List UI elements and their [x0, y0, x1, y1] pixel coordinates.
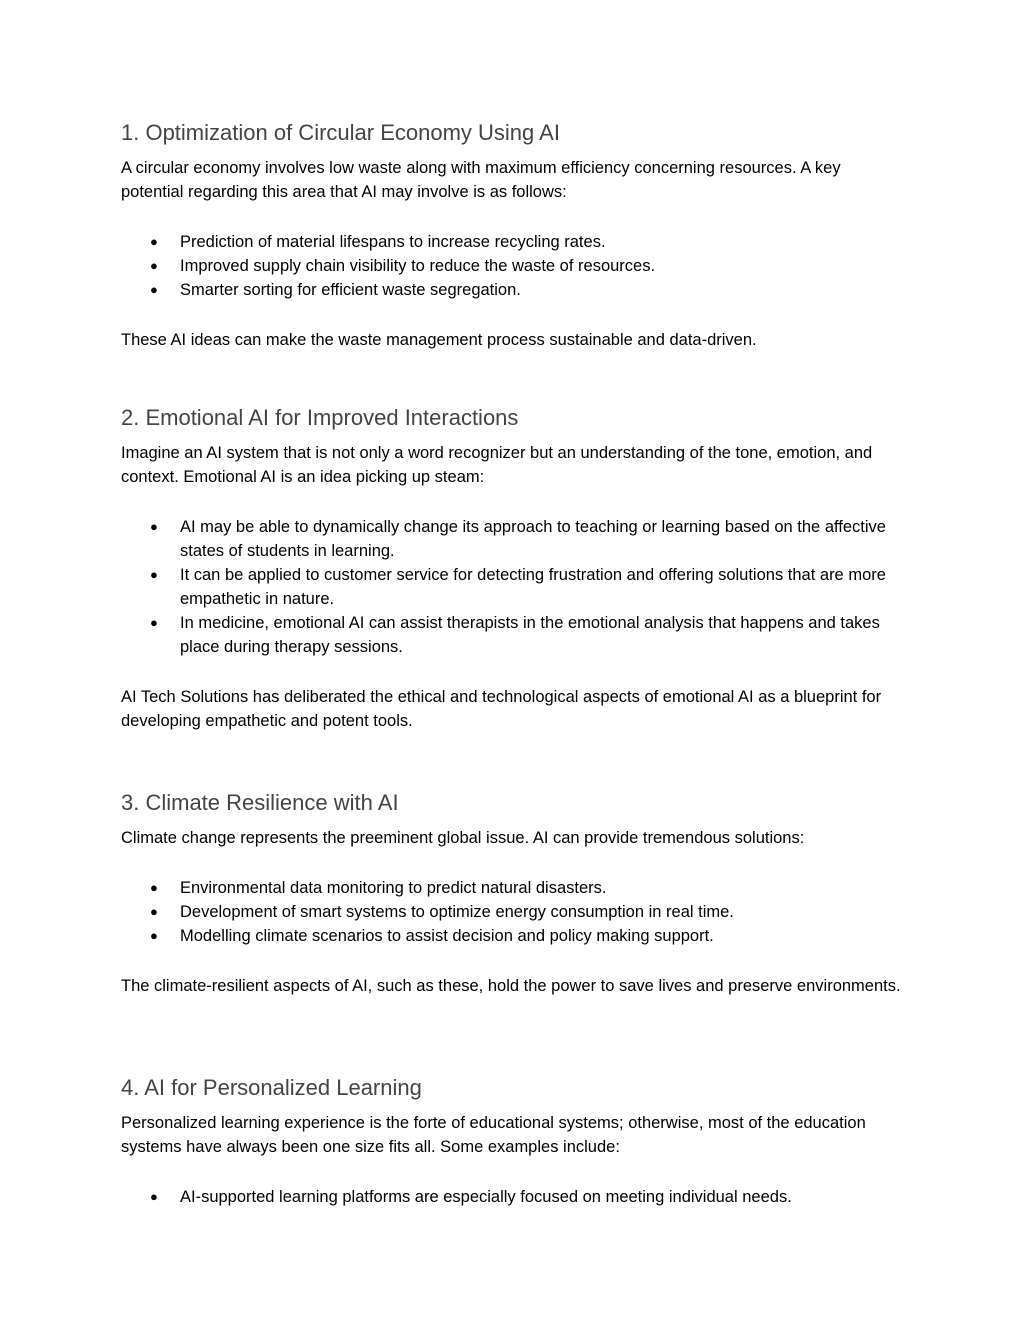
list-item: [121, 254, 901, 278]
bullet-icon: ●: [150, 904, 158, 919]
bullet-list: [121, 876, 901, 948]
list-item: [121, 924, 901, 948]
list-item-text: Smarter sorting for efficient waste segregation.: [180, 281, 521, 299]
section-closing: These AI ideas can make the waste management process sustainable and data-driven.: [121, 331, 757, 349]
list-item-text: Development of smart systems to optimize energy consumption in real time.: [180, 903, 734, 921]
list-item-text: Improved supply chain visibility to reduce the waste of resources.: [180, 257, 656, 275]
bullet-icon: ●: [150, 282, 158, 297]
list-item: [121, 876, 901, 900]
list-item: [121, 900, 901, 924]
list-item: [121, 230, 901, 254]
section-circular-economy: [121, 120, 901, 352]
bullet-list: [121, 1185, 901, 1209]
list-item-text: AI-supported learning platforms are especially focused on meeting individual needs.: [180, 1188, 792, 1206]
section-personalized-learning: [121, 1075, 901, 1209]
section-emotional-ai: [121, 405, 901, 733]
list-item: [121, 1185, 901, 1209]
section-intro: Personalized learning experience is the forte of educational systems; otherwise, most of the education systems have always been one size fits all. Some examples include:: [121, 1114, 866, 1156]
section-heading: 2. Emotional AI for Improved Interactions: [121, 405, 519, 430]
bullet-icon: ●: [150, 880, 158, 895]
list-item: [121, 515, 901, 563]
bullet-icon: ●: [150, 567, 158, 582]
section-intro: A circular economy involves low waste along with maximum efficiency concerning resources. A key potential regarding this area that AI may involve is as follows:: [121, 159, 841, 201]
bullet-icon: ●: [150, 1189, 158, 1204]
bullet-icon: ●: [150, 615, 158, 630]
bullet-list: [121, 230, 901, 302]
section-closing: The climate-resilient aspects of AI, such as these, hold the power to save lives and preserve environments.: [121, 977, 901, 995]
list-item: [121, 563, 901, 611]
section-heading: 4. AI for Personalized Learning: [121, 1075, 422, 1100]
bullet-list: [121, 515, 901, 659]
list-item-text: AI may be able to dynamically change its approach to teaching or learning based on the affective states of students in learning.: [180, 518, 886, 560]
section-heading: 1. Optimization of Circular Economy Using AI: [121, 120, 560, 145]
list-item-text: In medicine, emotional AI can assist therapists in the emotional analysis that happens and takes place during therapy sessions.: [180, 614, 880, 656]
section-heading: 3. Climate Resilience with AI: [121, 790, 399, 815]
list-item-text: Modelling climate scenarios to assist decision and policy making support.: [180, 927, 714, 945]
bullet-icon: ●: [150, 234, 158, 249]
bullet-icon: ●: [150, 258, 158, 273]
section-intro: Climate change represents the preeminent global issue. AI can provide tremendous solutions:: [121, 829, 805, 847]
section-climate-resilience: [121, 790, 901, 998]
list-item-text: Prediction of material lifespans to increase recycling rates.: [180, 233, 606, 251]
section-closing: AI Tech Solutions has deliberated the ethical and technological aspects of emotional AI as a blueprint for developing empathetic and potent tools.: [121, 688, 882, 730]
list-item-text: It can be applied to customer service for detecting frustration and offering solutions that are more empathetic in nature.: [180, 566, 886, 608]
list-item: [121, 611, 901, 659]
list-item: [121, 278, 901, 302]
bullet-icon: ●: [150, 928, 158, 943]
list-item-text: Environmental data monitoring to predict natural disasters.: [180, 879, 607, 897]
section-intro: Imagine an AI system that is not only a word recognizer but an understanding of the tone, emotion, and context. Emotional AI is an idea picking up steam:: [121, 444, 873, 486]
bullet-icon: ●: [150, 519, 158, 534]
